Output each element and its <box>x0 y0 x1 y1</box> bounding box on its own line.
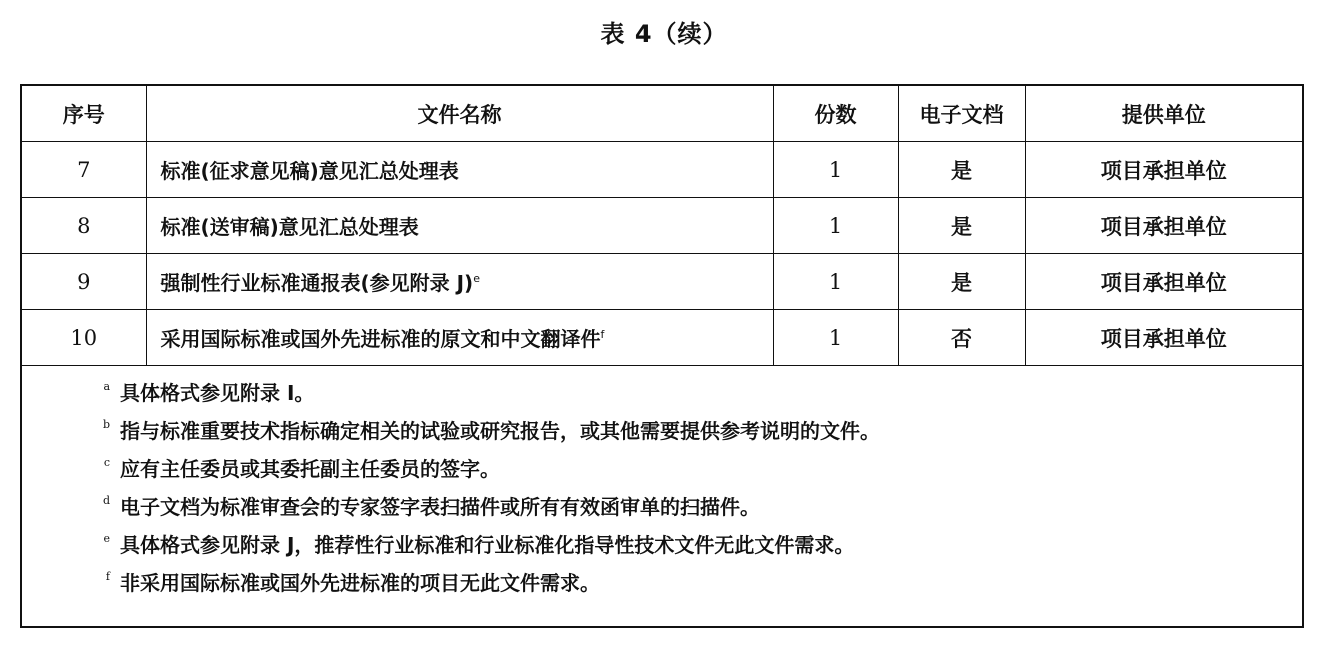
row-no: 9 <box>21 254 146 310</box>
table-row <box>21 310 1303 366</box>
row-electronic: 是 <box>898 142 1025 198</box>
footnote-text: 具体格式参见附录 J，推荐性行业标准和行业标准化指导性技术文件无此文件需求。 <box>120 533 855 557</box>
row-name <box>146 142 773 198</box>
footnotes <box>21 366 1303 628</box>
row-name <box>146 310 773 366</box>
footnote-text: 应有主任委员或其委托副主任委员的签字。 <box>120 457 500 481</box>
footnote-text: 电子文档为标准审查会的专家签字表扫描件或所有有效函审单的扫描件。 <box>120 495 760 519</box>
footnote-mark: d <box>102 494 110 507</box>
footnote <box>22 418 1302 456</box>
row-electronic: 是 <box>898 254 1025 310</box>
table-title: 表 4（续） <box>600 20 728 48</box>
row-name <box>146 254 773 310</box>
notes-row <box>21 366 1303 628</box>
footnote <box>22 456 1302 494</box>
header-provider: 提供单位 <box>1025 85 1303 142</box>
header-name: 文件名称 <box>146 85 773 142</box>
row-copies: 1 <box>773 198 898 254</box>
row-no: 10 <box>21 310 146 366</box>
row-name-text: 标准(送审稿)意见汇总处理表 <box>160 215 419 239</box>
table-row <box>21 254 1303 310</box>
footnote <box>22 532 1302 570</box>
row-name <box>146 198 773 254</box>
row-copies: 1 <box>773 310 898 366</box>
header-row <box>21 85 1303 142</box>
footnote <box>22 494 1302 532</box>
row-no: 8 <box>21 198 146 254</box>
row-provider: 项目承担单位 <box>1025 310 1303 366</box>
row-name-text: 强制性行业标准通报表(参见附录 J) <box>160 271 474 295</box>
row-name-text: 标准(征求意见稿)意见汇总处理表 <box>160 159 459 183</box>
row-provider: 项目承担单位 <box>1025 198 1303 254</box>
row-copies: 1 <box>773 142 898 198</box>
table-row <box>21 142 1303 198</box>
table-row <box>21 198 1303 254</box>
footnote-text: 非采用国际标准或国外先进标准的项目无此文件需求。 <box>120 571 600 595</box>
footnote <box>22 570 1302 608</box>
row-provider: 项目承担单位 <box>1025 142 1303 198</box>
footnote-text: 指与标准重要技术指标确定相关的试验或研究报告，或其他需要提供参考说明的文件。 <box>120 419 880 443</box>
row-provider: 项目承担单位 <box>1025 254 1303 310</box>
footnote <box>22 380 1302 418</box>
footnote-text: 具体格式参见附录 I。 <box>120 381 315 405</box>
row-electronic: 否 <box>898 310 1025 366</box>
footnote-mark: b <box>102 418 110 431</box>
footnote-mark: c <box>103 456 110 469</box>
row-footnote-mark: f <box>600 328 605 341</box>
row-name-text: 采用国际标准或国外先进标准的原文和中文翻译件 <box>160 327 601 351</box>
row-no: 7 <box>21 142 146 198</box>
header-copies: 份数 <box>773 85 898 142</box>
row-electronic: 是 <box>898 198 1025 254</box>
header-no: 序号 <box>21 85 146 142</box>
row-copies: 1 <box>773 254 898 310</box>
footnote-mark: e <box>103 532 110 545</box>
document-table <box>20 84 1304 628</box>
row-footnote-mark: e <box>473 272 480 285</box>
header-electronic: 电子文档 <box>898 85 1025 142</box>
footnote-mark: a <box>103 380 110 393</box>
footnote-mark: f <box>105 570 110 583</box>
